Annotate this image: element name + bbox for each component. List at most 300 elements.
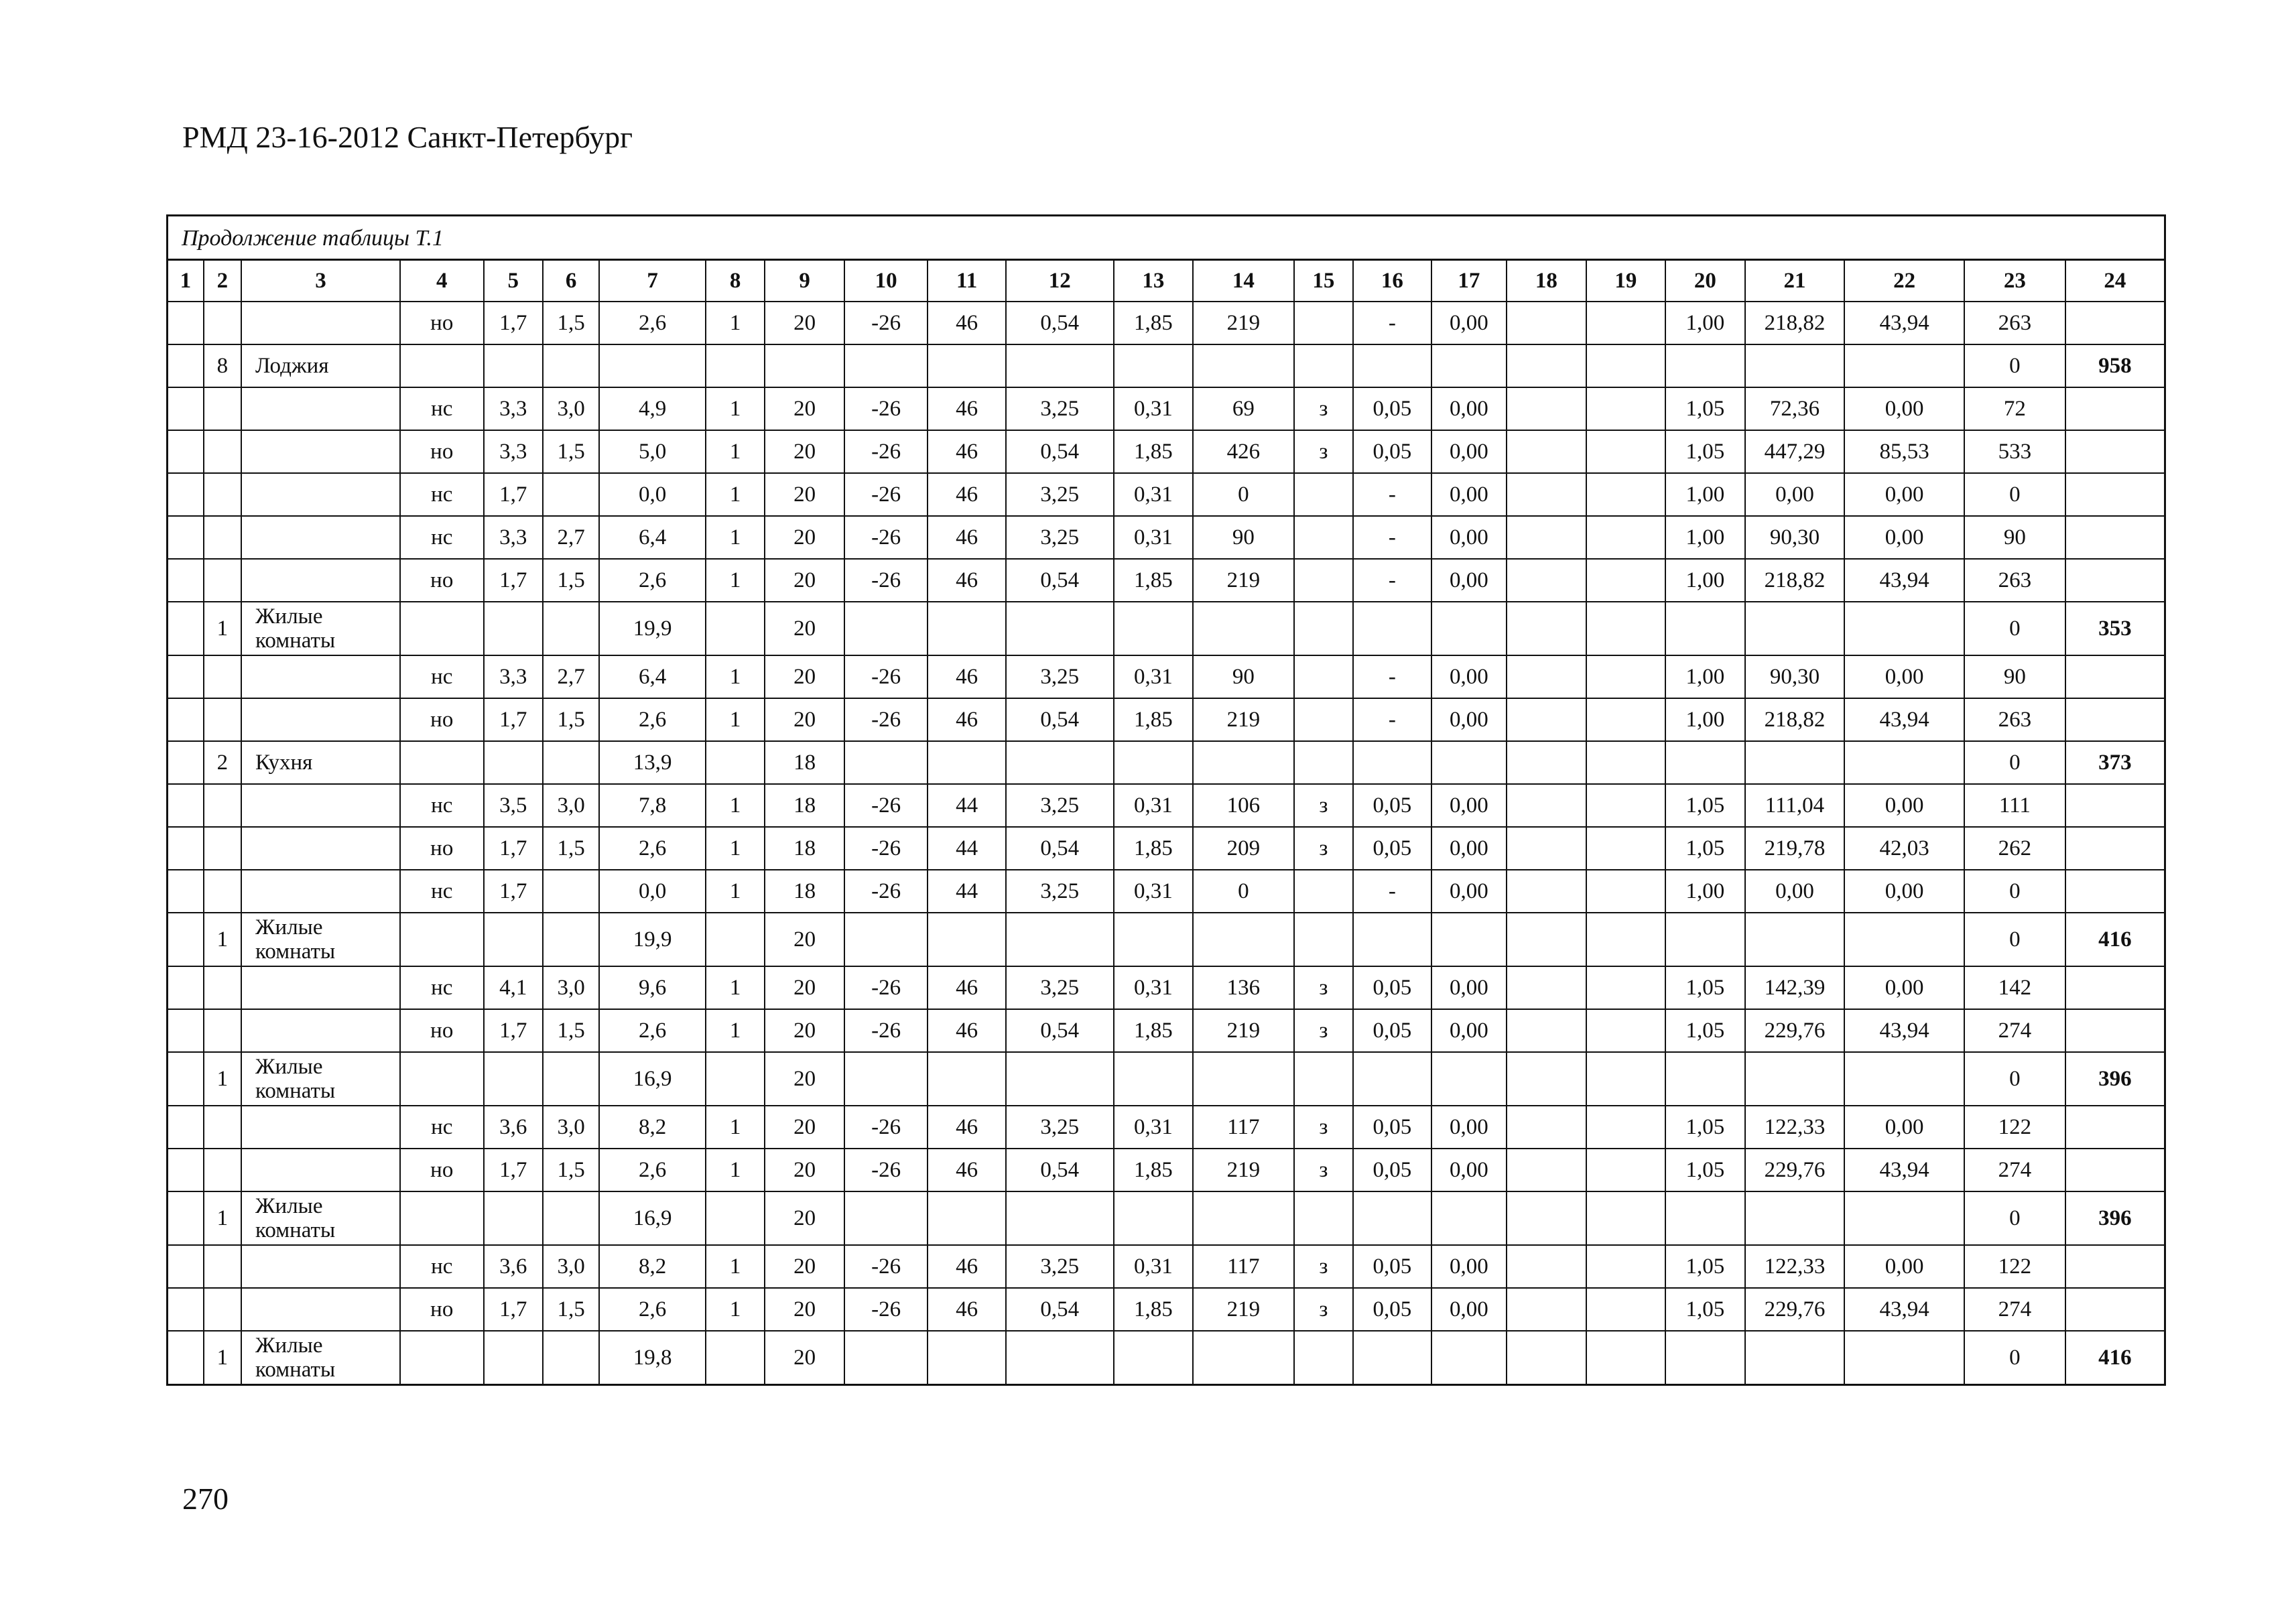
table-cell <box>1665 602 1745 655</box>
table-cell: нс <box>400 1245 484 1288</box>
table-cell <box>1006 1191 1114 1245</box>
table-cell <box>1507 827 1586 870</box>
table-cell: 1 <box>706 827 765 870</box>
table-cell <box>1586 741 1666 784</box>
table-cell: 2,6 <box>599 1009 706 1052</box>
table-cell: 0 <box>1964 602 2065 655</box>
table-cell: 1,05 <box>1665 1106 1745 1149</box>
table-cell <box>928 602 1006 655</box>
table-cell <box>168 655 204 698</box>
table-cell: 8,2 <box>599 1245 706 1288</box>
table-cell <box>1294 870 1353 913</box>
table-cell: 6,4 <box>599 655 706 698</box>
table-cell <box>2065 1149 2165 1191</box>
table-cell: 0,00 <box>1431 1106 1507 1149</box>
table-cell: 229,76 <box>1745 1149 1845 1191</box>
table-cell: - <box>1353 870 1431 913</box>
table-cell: нс <box>400 784 484 827</box>
table-cell: 2,7 <box>543 655 599 698</box>
table-cell <box>1294 1052 1353 1106</box>
table-cell: 1 <box>204 1191 241 1245</box>
table-row <box>168 302 2165 344</box>
table-cell <box>204 1149 241 1191</box>
table-cell <box>2065 827 2165 870</box>
table-cell <box>168 1191 204 1245</box>
table-cell: 1,85 <box>1114 1149 1194 1191</box>
table-cell: 20 <box>765 913 844 966</box>
table-cell <box>1745 741 1845 784</box>
table-cell <box>1294 344 1353 387</box>
table-cell: 353 <box>2065 602 2165 655</box>
table-cell <box>1431 1052 1507 1106</box>
table-cell: 1,05 <box>1665 1009 1745 1052</box>
table-cell <box>1586 827 1666 870</box>
table-cell <box>1006 602 1114 655</box>
column-header: 9 <box>765 260 844 302</box>
table-cell: - <box>1353 698 1431 741</box>
table-cell: -26 <box>844 387 928 430</box>
table-cell <box>168 1331 204 1385</box>
table-cell <box>241 302 400 344</box>
table-cell: нс <box>400 516 484 559</box>
table-cell <box>844 1331 928 1385</box>
table-cell <box>168 602 204 655</box>
table-cell <box>168 827 204 870</box>
table-cell: 0,05 <box>1353 1288 1431 1331</box>
column-header: 4 <box>400 260 484 302</box>
table-cell: 229,76 <box>1745 1009 1845 1052</box>
table-cell: 43,94 <box>1844 1149 1964 1191</box>
table-cell: 90,30 <box>1745 516 1845 559</box>
table-cell: 18 <box>765 827 844 870</box>
room-row <box>168 1191 2165 1245</box>
table-cell <box>706 602 765 655</box>
table-cell <box>1586 1288 1666 1331</box>
table-cell: 20 <box>765 559 844 602</box>
table-cell: нс <box>400 870 484 913</box>
table-cell <box>1844 741 1964 784</box>
table-cell <box>484 1331 543 1385</box>
table-cell: 1,00 <box>1665 870 1745 913</box>
table-cell <box>1193 1052 1294 1106</box>
table-cell: 0,54 <box>1006 698 1114 741</box>
table-cell: 4,9 <box>599 387 706 430</box>
table-cell <box>1294 655 1353 698</box>
table-cell: 18 <box>765 741 844 784</box>
table-cell: 1,7 <box>484 302 543 344</box>
table-cell <box>1844 1331 1964 1385</box>
table-cell: 0,00 <box>1431 784 1507 827</box>
table-cell <box>1294 516 1353 559</box>
table-cell <box>168 1149 204 1191</box>
table-cell <box>168 1009 204 1052</box>
table-cell <box>844 1052 928 1106</box>
table-cell <box>2065 559 2165 602</box>
data-table-container <box>166 214 2166 1386</box>
table-cell: но <box>400 1009 484 1052</box>
table-row <box>168 1245 2165 1288</box>
table-cell: 0,00 <box>1431 827 1507 870</box>
table-cell: 20 <box>765 1052 844 1106</box>
column-header: 18 <box>1507 260 1586 302</box>
table-cell: 0,0 <box>599 870 706 913</box>
table-cell <box>1294 602 1353 655</box>
table-cell <box>1586 602 1666 655</box>
table-cell: 43,94 <box>1844 1288 1964 1331</box>
table-cell: 16,9 <box>599 1052 706 1106</box>
table-cell <box>543 344 599 387</box>
table-cell: 0,31 <box>1114 387 1194 430</box>
table-cell: 219 <box>1193 559 1294 602</box>
table-cell: 3,0 <box>543 1106 599 1149</box>
table-cell: 46 <box>928 387 1006 430</box>
table-cell: 416 <box>2065 1331 2165 1385</box>
table-cell: 1,5 <box>543 430 599 473</box>
table-cell: 46 <box>928 698 1006 741</box>
table-cell: 1,5 <box>543 559 599 602</box>
table-cell: 117 <box>1193 1106 1294 1149</box>
table-cell: 1 <box>706 966 765 1009</box>
table-cell <box>1006 1331 1114 1385</box>
table-cell <box>1507 1106 1586 1149</box>
table-cell <box>543 1052 599 1106</box>
table-cell <box>1507 1331 1586 1385</box>
table-cell: но <box>400 827 484 870</box>
table-cell: 1,85 <box>1114 430 1194 473</box>
table-cell <box>241 516 400 559</box>
table-cell: 1 <box>706 1288 765 1331</box>
table-cell <box>2065 966 2165 1009</box>
room-row <box>168 741 2165 784</box>
table-cell: -26 <box>844 559 928 602</box>
table-cell: 1,00 <box>1665 302 1745 344</box>
table-cell <box>1586 966 1666 1009</box>
table-cell <box>599 344 706 387</box>
table-cell: 0 <box>1964 1052 2065 1106</box>
column-header: 5 <box>484 260 543 302</box>
table-cell <box>168 1288 204 1331</box>
table-cell: 142 <box>1964 966 2065 1009</box>
table-cell: 1,7 <box>484 1009 543 1052</box>
table-cell <box>928 344 1006 387</box>
table-cell: 20 <box>765 602 844 655</box>
table-cell <box>168 870 204 913</box>
table-cell <box>1665 913 1745 966</box>
room-row <box>168 1052 2165 1106</box>
table-cell <box>400 344 484 387</box>
table-cell: 1 <box>706 302 765 344</box>
table-cell <box>1294 559 1353 602</box>
table-cell: но <box>400 302 484 344</box>
table-cell: 3,3 <box>484 655 543 698</box>
table-cell: Жилые комнаты <box>241 1331 400 1385</box>
table-cell <box>1586 559 1666 602</box>
table-cell: 0,00 <box>1745 870 1845 913</box>
table-cell <box>1665 1191 1745 1245</box>
table-cell <box>1745 1331 1845 1385</box>
table-cell <box>400 741 484 784</box>
table-cell: з <box>1294 1245 1353 1288</box>
table-cell <box>1586 1106 1666 1149</box>
table-cell <box>706 344 765 387</box>
table-row <box>168 827 2165 870</box>
table-cell <box>844 741 928 784</box>
table-cell: 3,6 <box>484 1106 543 1149</box>
table-cell: 1,85 <box>1114 1009 1194 1052</box>
table-cell: -26 <box>844 516 928 559</box>
table-cell <box>706 1052 765 1106</box>
room-row <box>168 1331 2165 1385</box>
table-cell <box>241 1149 400 1191</box>
table-cell: 533 <box>1964 430 2065 473</box>
table-cell: 20 <box>765 1331 844 1385</box>
table-cell <box>204 1245 241 1288</box>
table-cell <box>844 344 928 387</box>
table-cell <box>543 1331 599 1385</box>
table-cell <box>2065 784 2165 827</box>
table-cell: 1 <box>706 1106 765 1149</box>
table-cell: 0 <box>1964 1191 2065 1245</box>
table-cell <box>706 913 765 966</box>
table-cell <box>168 344 204 387</box>
table-cell: 3,25 <box>1006 655 1114 698</box>
table-cell: 46 <box>928 302 1006 344</box>
table-cell: 0,00 <box>1431 387 1507 430</box>
table-cell <box>1353 1191 1431 1245</box>
table-cell: 0 <box>1964 870 2065 913</box>
table-cell: 218,82 <box>1745 698 1845 741</box>
table-cell: 219,78 <box>1745 827 1845 870</box>
table-cell <box>2065 516 2165 559</box>
table-cell <box>1114 1052 1194 1106</box>
table-cell: 111,04 <box>1745 784 1845 827</box>
table-cell: нс <box>400 1106 484 1149</box>
table-cell: 0 <box>1964 344 2065 387</box>
table-cell: Лоджия <box>241 344 400 387</box>
table-cell: 1 <box>706 430 765 473</box>
table-cell <box>1353 1052 1431 1106</box>
table-cell <box>1507 344 1586 387</box>
table-cell <box>1431 741 1507 784</box>
table-cell: 20 <box>765 1009 844 1052</box>
table-cell: 2,6 <box>599 698 706 741</box>
table-cell <box>1193 1331 1294 1385</box>
column-header: 6 <box>543 260 599 302</box>
table-cell: 0,54 <box>1006 302 1114 344</box>
table-cell: 19,8 <box>599 1331 706 1385</box>
table-cell <box>204 1009 241 1052</box>
table-cell: з <box>1294 1106 1353 1149</box>
table-cell: 958 <box>2065 344 2165 387</box>
table-cell <box>484 741 543 784</box>
table-cell <box>204 559 241 602</box>
table-cell: 0,00 <box>1844 387 1964 430</box>
table-cell <box>1353 741 1431 784</box>
column-header: 24 <box>2065 260 2165 302</box>
table-cell: 3,0 <box>543 1245 599 1288</box>
table-cell <box>1745 1191 1845 1245</box>
table-cell: 46 <box>928 516 1006 559</box>
table-cell <box>1745 344 1845 387</box>
table-cell <box>543 473 599 516</box>
table-cell: 1,7 <box>484 698 543 741</box>
table-cell <box>1745 602 1845 655</box>
table-cell: 0 <box>1964 741 2065 784</box>
table-cell: 0,00 <box>1431 966 1507 1009</box>
table-cell: 263 <box>1964 559 2065 602</box>
table-cell: 0,00 <box>1431 655 1507 698</box>
column-header: 15 <box>1294 260 1353 302</box>
table-cell: 1,00 <box>1665 655 1745 698</box>
table-cell <box>1586 655 1666 698</box>
table-cell: 1,00 <box>1665 559 1745 602</box>
table-cell: 0,05 <box>1353 430 1431 473</box>
table-cell: -26 <box>844 302 928 344</box>
table-cell: 2,6 <box>599 1149 706 1191</box>
table-cell: 0,31 <box>1114 473 1194 516</box>
table-cell: 0,00 <box>1431 1149 1507 1191</box>
table-cell: 0,00 <box>1844 870 1964 913</box>
table-cell: 3,0 <box>543 387 599 430</box>
table-cell: з <box>1294 430 1353 473</box>
table-cell: -26 <box>844 473 928 516</box>
table-cell: 0,31 <box>1114 870 1194 913</box>
table-cell <box>1294 698 1353 741</box>
column-header: 1 <box>168 260 204 302</box>
table-cell: 9,6 <box>599 966 706 1009</box>
table-cell: 1,5 <box>543 1149 599 1191</box>
table-cell <box>1586 430 1666 473</box>
table-cell: 46 <box>928 966 1006 1009</box>
table-cell: - <box>1353 516 1431 559</box>
table-cell: 46 <box>928 430 1006 473</box>
table-caption: Продолжение таблицы Т.1 <box>166 214 2166 259</box>
table-cell: 3,0 <box>543 966 599 1009</box>
table-cell: 447,29 <box>1745 430 1845 473</box>
table-row <box>168 784 2165 827</box>
table-cell: -26 <box>844 430 928 473</box>
table-row <box>168 698 2165 741</box>
column-header: 10 <box>844 260 928 302</box>
column-header: 7 <box>599 260 706 302</box>
table-cell: 416 <box>2065 913 2165 966</box>
table-cell <box>2065 302 2165 344</box>
table-cell: -26 <box>844 1149 928 1191</box>
table-cell: 1,05 <box>1665 1288 1745 1331</box>
table-cell: 0,00 <box>1844 655 1964 698</box>
table-cell: 218,82 <box>1745 302 1845 344</box>
table-cell: нс <box>400 655 484 698</box>
table-cell <box>2065 1106 2165 1149</box>
table-cell: 46 <box>928 1288 1006 1331</box>
table-cell: 1,5 <box>543 1009 599 1052</box>
table-cell: 2,6 <box>599 302 706 344</box>
table-cell: -26 <box>844 1009 928 1052</box>
table-cell: 20 <box>765 698 844 741</box>
table-cell: 7,8 <box>599 784 706 827</box>
table-cell <box>1507 870 1586 913</box>
table-cell: 3,25 <box>1006 516 1114 559</box>
table-cell <box>1586 516 1666 559</box>
table-cell: 3,25 <box>1006 966 1114 1009</box>
table-cell <box>241 827 400 870</box>
table-row <box>168 870 2165 913</box>
table-cell: 3,0 <box>543 784 599 827</box>
table-cell: 20 <box>765 302 844 344</box>
table-cell: 106 <box>1193 784 1294 827</box>
table-cell: 0,00 <box>1431 1245 1507 1288</box>
column-header: 22 <box>1844 260 1964 302</box>
table-cell: 1 <box>204 1052 241 1106</box>
table-cell <box>706 1331 765 1385</box>
table-cell: 1 <box>706 559 765 602</box>
table-cell: - <box>1353 559 1431 602</box>
table-cell: 46 <box>928 559 1006 602</box>
table-cell <box>484 1191 543 1245</box>
table-cell: 6,4 <box>599 516 706 559</box>
table-cell: 0,00 <box>1431 1009 1507 1052</box>
table-cell <box>1431 1331 1507 1385</box>
table-cell: 209 <box>1193 827 1294 870</box>
table-cell: 2,6 <box>599 559 706 602</box>
table-cell: 0,00 <box>1431 516 1507 559</box>
room-row <box>168 344 2165 387</box>
table-cell: 0,31 <box>1114 1245 1194 1288</box>
table-cell: 20 <box>765 387 844 430</box>
table-cell: 396 <box>2065 1052 2165 1106</box>
table-cell <box>1431 1191 1507 1245</box>
table-cell: з <box>1294 387 1353 430</box>
table-cell: 0,00 <box>1844 473 1964 516</box>
table-cell: 0,05 <box>1353 1245 1431 1288</box>
table-cell: 219 <box>1193 1288 1294 1331</box>
table-cell: 229,76 <box>1745 1288 1845 1331</box>
table-cell: 1 <box>706 516 765 559</box>
table-cell <box>1665 1052 1745 1106</box>
table-cell: но <box>400 1288 484 1331</box>
table-cell <box>1294 913 1353 966</box>
column-header: 12 <box>1006 260 1114 302</box>
column-header: 3 <box>241 260 400 302</box>
table-cell <box>204 473 241 516</box>
table-cell <box>241 559 400 602</box>
table-cell <box>484 1052 543 1106</box>
table-cell: Жилые комнаты <box>241 602 400 655</box>
table-cell <box>1507 1245 1586 1288</box>
table-cell: 13,9 <box>599 741 706 784</box>
table-row <box>168 1009 2165 1052</box>
table-cell <box>1586 784 1666 827</box>
table-cell <box>928 1331 1006 1385</box>
table-cell: 0,54 <box>1006 1288 1114 1331</box>
table-row <box>168 430 2165 473</box>
table-cell: 1,00 <box>1665 516 1745 559</box>
table-cell: 3,3 <box>484 516 543 559</box>
table-cell: 3,5 <box>484 784 543 827</box>
table-cell <box>1586 1009 1666 1052</box>
table-cell <box>168 966 204 1009</box>
table-cell: 0,00 <box>1431 1288 1507 1331</box>
table-cell: 0,05 <box>1353 1106 1431 1149</box>
table-cell: 0 <box>1964 1331 2065 1385</box>
table-cell: 1,85 <box>1114 559 1194 602</box>
table-cell <box>1353 1331 1431 1385</box>
table-cell <box>241 430 400 473</box>
table-cell: 1,7 <box>484 473 543 516</box>
table-cell: 20 <box>765 1191 844 1245</box>
column-header: 17 <box>1431 260 1507 302</box>
table-cell <box>1353 602 1431 655</box>
